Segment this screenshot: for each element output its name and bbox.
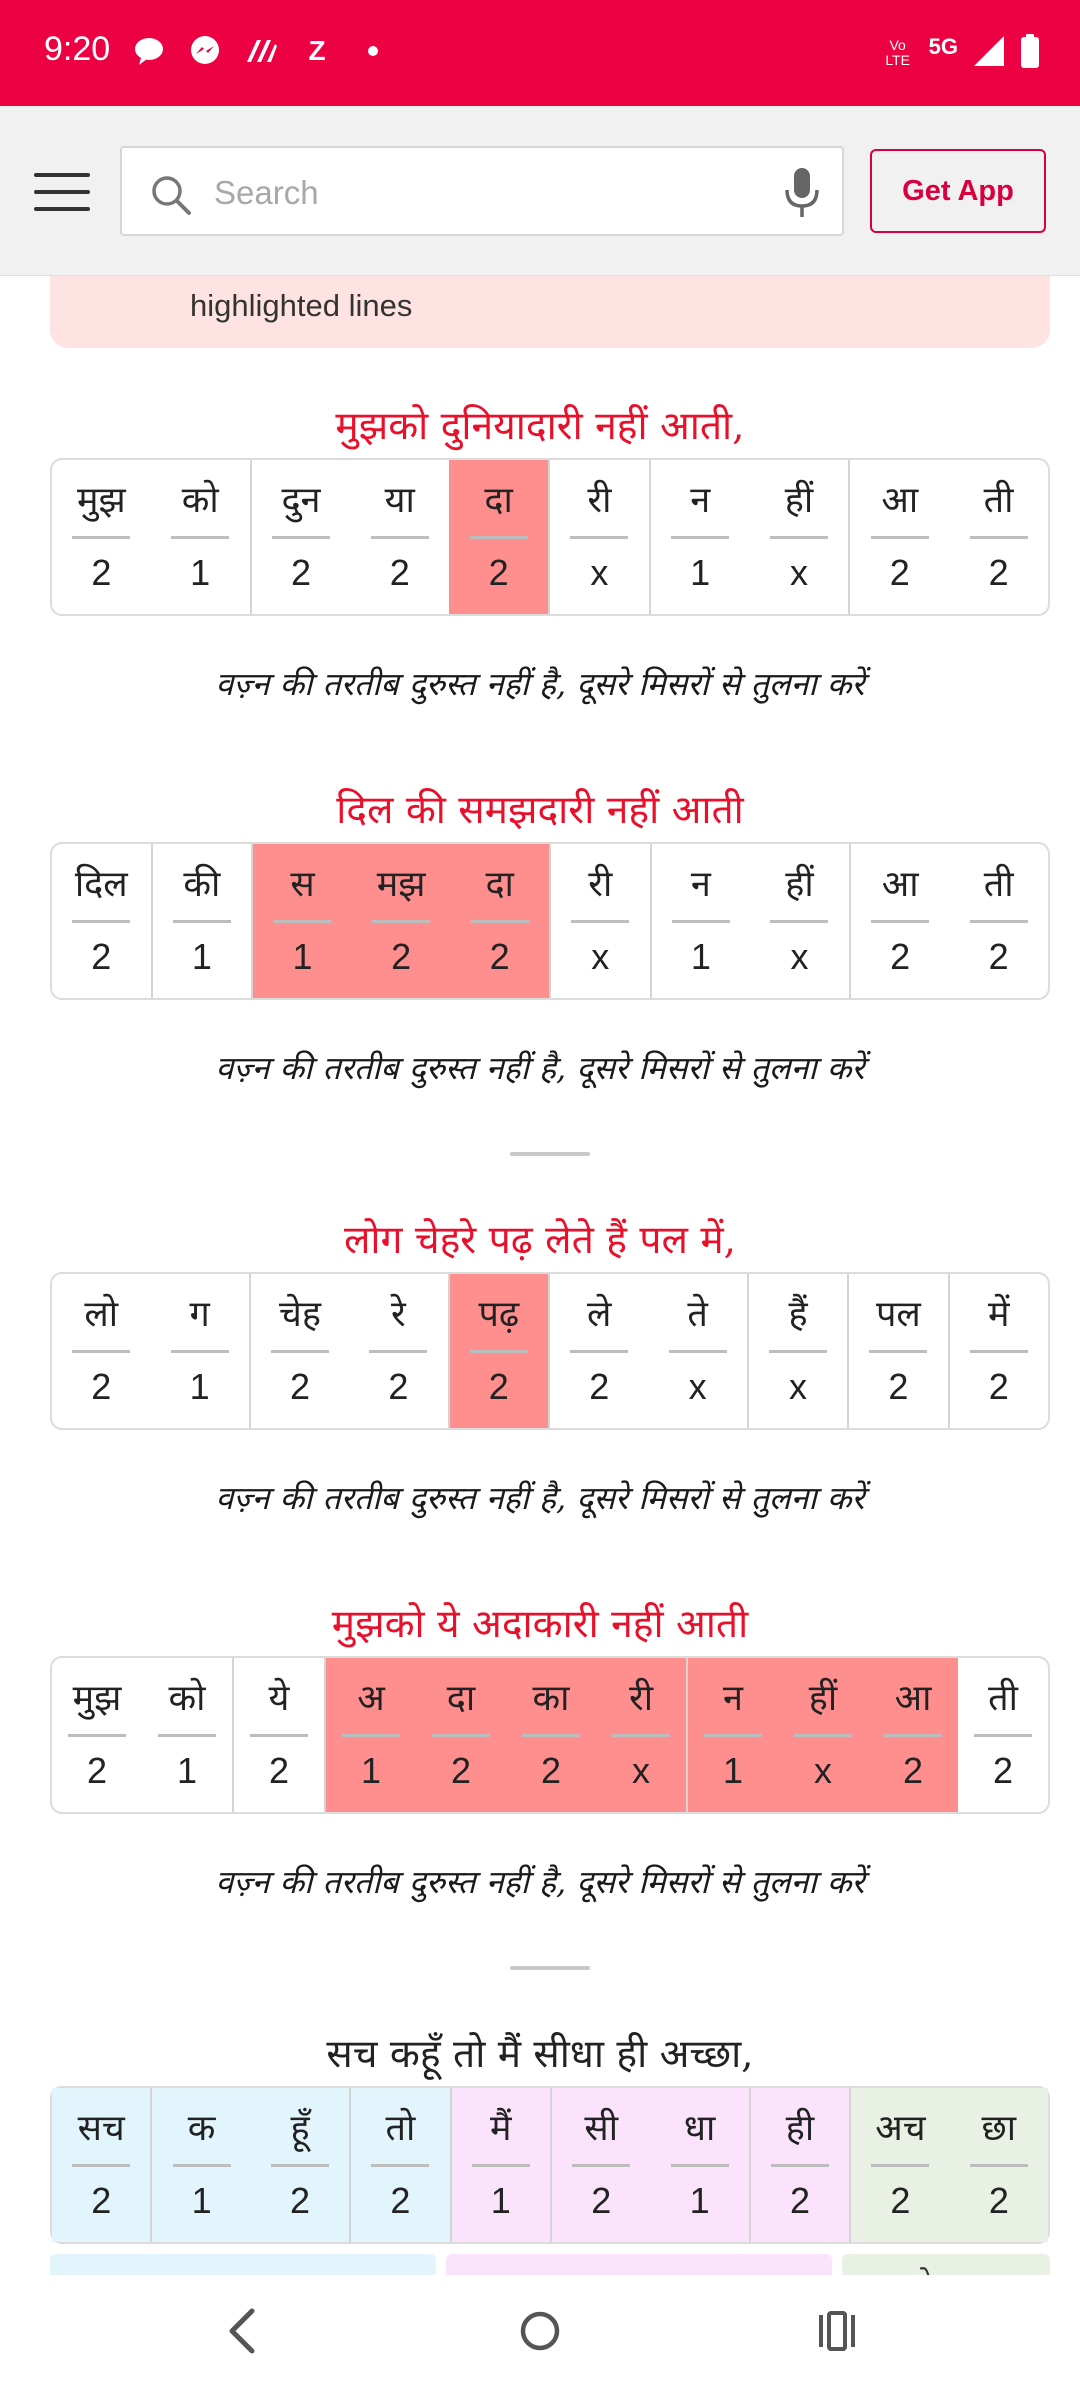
syllable-text: ती [988,1678,1018,1719]
syllable-text: सी [584,2108,619,2149]
syllable-group [252,460,550,614]
syllable-weight: 2 [91,936,112,977]
syllable-group [52,1274,251,1428]
syllable-text: आ [894,1678,932,1719]
messenger-icon [188,34,222,68]
syllable-underline [770,536,828,539]
syllable-cell [352,844,451,998]
syllable-weight: 2 [988,2180,1009,2221]
syllable-underline [522,1734,580,1737]
syllable-underline [771,2164,829,2167]
syllable-cell [749,1274,847,1428]
scansion-grid [50,1656,1050,1814]
syllable-weight: 1 [690,936,711,977]
syllable-cell [52,460,151,614]
syllable-text: मुझ [72,1678,122,1719]
syllable-weight: 2 [540,1750,562,1791]
back-icon[interactable] [220,2305,264,2361]
syllable-text: ग [189,1294,210,1335]
syllable-cell [596,1658,686,1812]
syllable-weight: 1 [722,1750,744,1791]
syllable-cell [52,1274,150,1428]
syllable-weight: 2 [988,1366,1009,1407]
syllable-cell [416,1658,506,1812]
notification-icons [132,34,390,68]
syllable-weight: 2 [988,552,1009,593]
section-divider [510,1966,590,1970]
scansion-grid [50,842,1050,1000]
syllable-text: या [384,480,415,521]
syllable-text: आ [881,480,919,521]
syllable-text: आ [881,864,919,905]
syllable-underline [869,1350,927,1353]
syllable-cell [949,460,1048,614]
syllable-text: रे [391,1294,406,1335]
syllable-underline [471,920,529,923]
microphone-icon[interactable] [782,166,822,224]
syllable-text: मुझ [77,480,126,521]
syllable-text: ते [687,1294,708,1335]
syllable-underline [158,1734,216,1737]
syllable-cell [150,1274,248,1428]
syllable-text: दिल [74,864,128,905]
syllable-text: री [587,480,612,521]
syllable-group [253,844,551,998]
syllable-cell [949,844,1048,998]
line-title: मुझको दुनियादारी नहीं आती, [335,404,745,449]
syllable-cell [450,1274,548,1428]
syllable-group [326,1658,688,1812]
line-title: मुझको ये अदाकारी नहीं आती [331,1602,749,1647]
syllable-cell [152,2088,250,2242]
syllable-weight: x [814,1750,832,1791]
syllable-underline [432,1734,490,1737]
syllable-underline [72,920,130,923]
syllable-underline [371,2164,429,2167]
syllable-group [452,2088,552,2242]
syllable-underline [871,536,929,539]
syllable-weight: 2 [890,936,911,977]
syllable-text: री [628,1678,654,1719]
syllable-weight: 2 [91,1366,112,1407]
syllable-text: मैं [490,2108,512,2149]
syllable-underline [273,920,331,923]
syllable-text: में [988,1294,1010,1335]
syllable-underline [571,920,629,923]
app-icon [244,34,278,68]
navigation-bar [0,2275,1080,2400]
syllable-weight: x [688,1366,707,1407]
syllable-underline [372,920,430,923]
syllable-weight: x [790,936,809,977]
syllable-cell [350,460,449,614]
syllable-group [652,844,851,998]
syllable-group [688,1658,1048,1812]
syllable-weight: 2 [889,552,910,593]
notice-text: highlighted lines [190,288,413,323]
syllable-cell [688,1658,778,1812]
syllable-cell [142,1658,232,1812]
syllable-text: ये [268,1678,290,1719]
syllable-underline [271,2164,329,2167]
syllable-underline [470,536,528,539]
syllable-weight: 1 [292,936,313,977]
search-icon [150,174,192,220]
syllable-text: ले [586,1294,612,1335]
syllable-weight: 2 [290,2180,311,2221]
syllable-text: दा [484,480,513,521]
syllable-weight: 2 [488,552,509,593]
section-divider [510,1152,590,1156]
syllable-text: ही [785,2108,815,2149]
syllable-weight: 2 [488,1366,509,1407]
syllable-group [851,2088,1048,2242]
syllable-group [850,460,1048,614]
scansion-grid [50,1272,1050,1430]
app-header [0,106,1080,276]
syllable-weight: 1 [190,552,211,593]
syllable-weight: 2 [450,1750,472,1791]
dot-icon [356,34,390,68]
syllable-cell [452,2088,550,2242]
syllable-text: पढ़ [478,1294,520,1335]
syllable-weight: x [789,1366,807,1407]
syllable-cell [234,1658,324,1812]
syllable-weight: 2 [888,1366,909,1407]
syllable-weight: 2 [489,936,510,977]
syllable-underline [970,2164,1028,2167]
meter-warning-note: वज़्न की तरतीब दुरुस्त नहीं है, दूसरे मिसरों से तुलना करें [215,665,865,703]
syllable-weight: x [632,1750,650,1791]
syllable-weight: 2 [890,2180,911,2221]
syllable-underline [871,2164,929,2167]
syllable-text: को [181,480,219,521]
syllable-cell [778,1658,868,1812]
syllable-weight: 2 [988,936,1009,977]
syllable-cell [252,460,351,614]
syllable-weight: 2 [290,552,311,593]
syllable-cell [52,1658,142,1812]
get-app-button[interactable]: Get App [870,149,1046,233]
line-title: दिल की समझदारी नहीं आती [336,788,744,833]
syllable-cell [849,1274,947,1428]
syllable-group [651,460,851,614]
network-type: 5G [928,34,958,59]
syllable-underline [570,1350,628,1353]
line-title: लोग चेहरे पढ़ लेते हैं पल में, [343,1218,737,1263]
syllable-text: पल [875,1294,921,1335]
syllable-text: दा [446,1678,476,1719]
syllable-text: हैं [788,1294,808,1335]
meter-warning-note: वज़्न की तरतीब दुरुस्त नहीं है, दूसरे मिसरों से तुलना करें [215,1479,865,1517]
syllable-underline [572,2164,630,2167]
syllable-cell [349,1274,447,1428]
z-icon: Z [308,35,326,66]
syllable-cell [52,844,151,998]
syllable-underline [72,2164,130,2167]
syllable-weight: 2 [390,2180,411,2221]
syllable-weight: x [591,936,610,977]
syllable-weight: 2 [91,2180,112,2221]
signal-icon [972,34,1006,72]
syllable-underline [369,1350,427,1353]
syllable-group [450,1274,550,1428]
syllable-cell [850,460,949,614]
syllable-cell [251,2088,349,2242]
syllable-weight: 2 [91,552,112,593]
syllable-group [851,844,1048,998]
syllable-underline [271,1350,329,1353]
syllable-text: न [723,1678,743,1719]
syllable-underline [173,2164,231,2167]
syllable-text: दा [485,864,514,905]
syllable-group [849,1274,949,1428]
syllable-underline [171,1350,229,1353]
syllable-underline [342,1734,400,1737]
syllable-cell [253,844,352,998]
syllable-underline [970,920,1028,923]
syllable-weight: 2 [289,1366,311,1407]
syllable-group [152,2088,351,2242]
syllable-underline [612,1734,670,1737]
syllable-cell [450,844,549,998]
syllable-cell [750,844,849,998]
syllable-group [52,2088,152,2242]
status-time: 9:20 [44,30,111,68]
syllable-text: ती [983,864,1014,905]
syllable-weight: 2 [589,1366,610,1407]
syllable-text: न [690,480,711,521]
syllable-text: अच [875,2108,926,2149]
syllable-group [153,844,254,998]
scansion-grid [50,458,1050,616]
syllable-group [52,460,252,614]
scansion-content [0,276,1080,2275]
syllable-underline [470,1350,528,1353]
menu-icon[interactable] [34,173,90,211]
syllable-cell [750,460,849,614]
syllable-text: छा [981,2108,1017,2149]
syllable-text: को [168,1678,206,1719]
syllable-text: हीं [785,864,814,905]
syllable-underline [704,1734,762,1737]
syllable-underline [884,1734,942,1737]
syllable-underline [970,536,1028,539]
system-icons [881,34,1040,72]
syllable-group [751,2088,851,2242]
syllable-text: री [588,864,613,905]
syllable-group [551,844,652,998]
syllable-underline [974,1734,1032,1737]
status-bar [0,0,1080,106]
syllable-underline [769,1350,827,1353]
syllable-cell [351,2088,449,2242]
syllable-cell [851,844,950,998]
meter-warning-note: वज़्न की तरतीब दुरुस्त नहीं है, दूसरे मिसरों से तुलना करें [215,1049,865,1087]
syllable-weight: x [789,552,808,593]
syllable-cell [449,460,548,614]
search-placeholder: Search [214,174,319,211]
syllable-group [251,1274,450,1428]
syllable-text: की [183,864,221,905]
syllable-cell [950,2088,1048,2242]
syllable-group [234,1658,326,1812]
syllable-text: सच [77,2108,125,2149]
volte-icon: Vo LTE [885,37,910,68]
syllable-cell [326,1658,416,1812]
syllable-text: धा [683,2108,716,2149]
syllable-text: का [532,1678,570,1719]
syllable-text: मझ [376,864,426,905]
syllable-cell [751,2088,849,2242]
syllable-text: स [290,864,315,905]
syllable-group [52,1658,234,1812]
syllable-group [351,2088,451,2242]
syllable-weight: 1 [360,1750,382,1791]
syllable-underline [171,536,229,539]
syllable-weight: 1 [189,1366,210,1407]
syllable-underline [871,920,929,923]
syllable-group [552,2088,751,2242]
syllable-cell [648,1274,746,1428]
syllable-cell [950,1274,1048,1428]
syllable-group [550,1274,749,1428]
syllable-cell [651,460,750,614]
syllable-weight: 1 [191,936,212,977]
syllable-cell [650,2088,748,2242]
syllable-text: लो [84,1294,119,1335]
battery-icon [1020,34,1040,72]
syllable-text: हीं [784,480,814,521]
syllable-underline [371,536,429,539]
syllable-cell [52,2088,150,2242]
syllable-cell [550,1274,648,1428]
syllable-underline [794,1734,852,1737]
syllable-cell [958,1658,1048,1812]
syllable-weight: 2 [86,1750,108,1791]
syllable-text: अ [357,1678,385,1719]
syllable-weight: 2 [992,1750,1014,1791]
search-input[interactable] [120,146,844,236]
syllable-underline [669,1350,727,1353]
syllable-text: न [690,864,711,905]
syllable-cell [506,1658,596,1812]
syllable-cell [652,844,751,998]
syllable-weight: 2 [790,2180,811,2221]
syllable-cell [868,1658,958,1812]
syllable-weight: 2 [902,1750,924,1791]
syllable-text: चेह [279,1294,321,1335]
syllable-underline [68,1734,126,1737]
syllable-weight: 2 [388,1366,409,1407]
syllable-underline [173,920,231,923]
syllable-weight: 1 [191,2180,212,2221]
scansion-grid [50,2086,1050,2244]
syllable-weight: 2 [389,552,410,593]
syllable-text: हूँ [290,2108,310,2149]
syllable-underline [72,1350,130,1353]
syllable-text: ती [983,480,1014,521]
syllable-group [550,460,651,614]
home-icon[interactable] [518,2305,562,2361]
syllable-weight: 2 [391,936,412,977]
syllable-underline [671,2164,729,2167]
syllable-text: तो [385,2108,416,2149]
syllable-text: हीं [808,1678,838,1719]
syllable-weight: x [590,552,609,593]
syllable-text: क [187,2108,216,2149]
syllable-cell [552,2088,650,2242]
recents-icon[interactable] [815,2305,859,2361]
syllable-underline [472,2164,530,2167]
syllable-weight: 2 [268,1750,290,1791]
syllable-weight: 1 [690,552,711,593]
syllable-cell [153,844,252,998]
syllable-weight: 1 [490,2180,511,2221]
syllable-group [52,844,153,998]
syllable-underline [250,1734,308,1737]
syllable-cell [551,844,650,998]
syllable-cell [851,2088,949,2242]
meter-warning-note: वज़्न की तरतीब दुरुस्त नहीं है, दूसरे मिसरों से तुलना करें [215,1863,865,1901]
syllable-underline [72,536,130,539]
syllable-underline [272,536,330,539]
syllable-group [950,1274,1048,1428]
chat-bubble-icon [132,34,166,68]
syllable-underline [570,536,628,539]
syllable-cell [151,460,250,614]
syllable-underline [671,536,729,539]
syllable-underline [770,920,828,923]
syllable-weight: 1 [689,2180,710,2221]
syllable-underline [970,1350,1028,1353]
syllable-cell [550,460,649,614]
line-title: सच कहूँ तो मैं सीधा ही अच्छा, [326,2032,754,2077]
syllable-group [749,1274,849,1428]
syllable-underline [672,920,730,923]
syllable-text: दुन [281,480,321,521]
syllable-cell [251,1274,349,1428]
syllable-weight: 1 [176,1750,198,1791]
syllable-weight: 2 [591,2180,612,2221]
